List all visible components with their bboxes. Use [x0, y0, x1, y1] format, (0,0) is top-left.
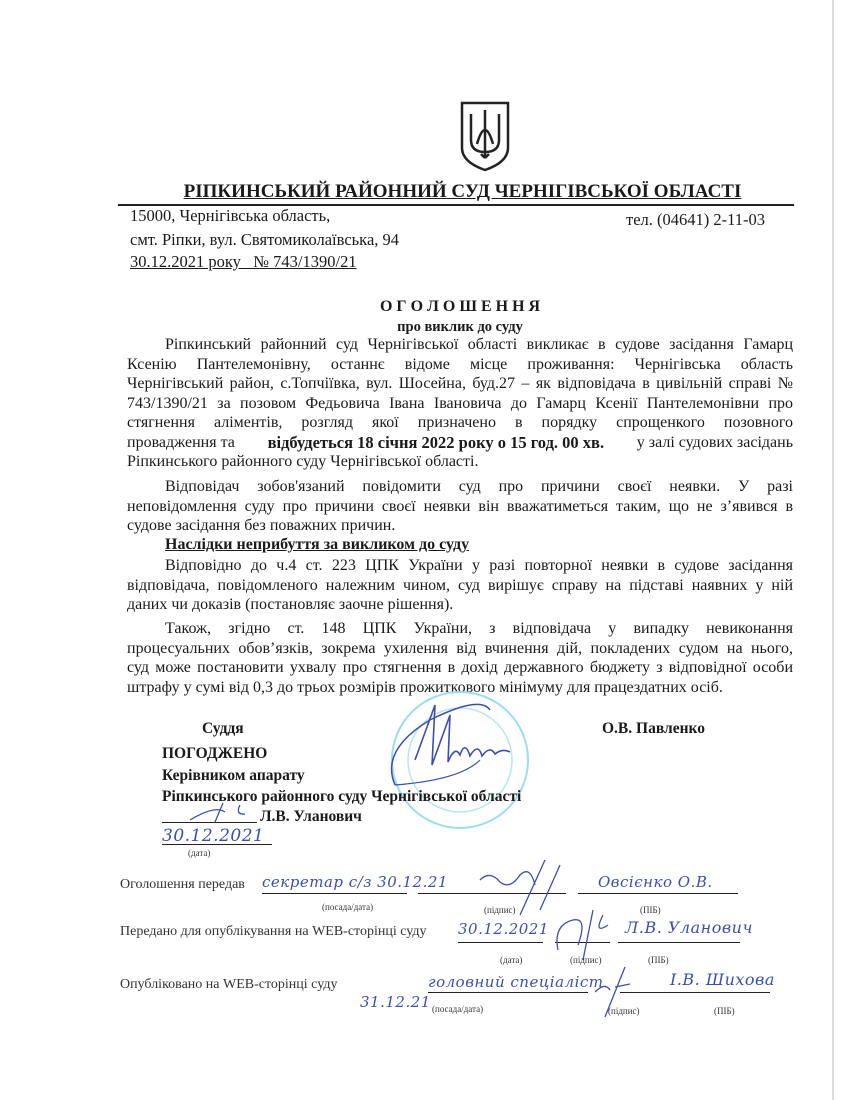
submitted-by-name: Л.В. Уланович [625, 918, 753, 937]
published-label: Опубліковано на WEB-сторінці суду [120, 977, 338, 992]
field-line [458, 942, 543, 943]
date-line [162, 844, 272, 845]
head-approval-date: 30.12.2021 [162, 826, 265, 846]
field-line [620, 992, 770, 993]
date-caption: (дата) [188, 848, 211, 858]
text-line: стягнення аліментів, розгляд якої призначено в порядку спрощенкого позовного [127, 414, 793, 431]
text-line: 743/1390/21 за позовом Федьовича Івана Івановича до Гамарц Ксенії Пантелемонівни про [127, 395, 793, 412]
caption: (підпис) [570, 955, 602, 965]
court-stamp-and-signature [340, 690, 560, 840]
phone: тел. (04641) 2-11-03 [626, 210, 766, 229]
text-line: неповідомлення суду про причини своєї неявки він вважатиметься таким, що не з’явився в [127, 498, 793, 515]
text-line: Ріпкинського районного суду Чернігівської області. [127, 453, 479, 470]
caption: (ПІБ) [648, 955, 669, 965]
head-of-staff-label: Керівником апарату [162, 767, 305, 784]
head-of-staff-name: Л.В. Уланович [260, 808, 362, 825]
text-line: відповідача, повідомленого належним чином, суд вирішує справу на підставі наявних у ній [127, 577, 793, 594]
agreed-label: ПОГОДЖЕНО [162, 745, 268, 762]
scan-edge [832, 0, 834, 1100]
transferred-by-position: секретар с/з 30.12.21 [262, 873, 448, 891]
head-of-staff-org: Ріпкинського районного суду Чернігівської області [162, 788, 522, 805]
address-line-2: смт. Ріпки, вул. Святомиколаївська, 94 [130, 230, 400, 249]
published-position: головний спеціаліст [428, 973, 604, 991]
text-line: Відповідно до ч.4 ст. 223 ЦПК України у разі повторної неявки в судове засідання [165, 557, 793, 574]
field-line [428, 992, 588, 993]
text-line: процесуальних обов’язків, зокрема ухилення від вчинення дій, покладених судом на нього, [127, 640, 793, 657]
document-title: О Г О Л О Ш Е Н Н Я [379, 298, 541, 315]
text-segment: у залі судових засідань [632, 434, 793, 451]
text-segment: провадження та [127, 434, 239, 451]
text-line: Ксенію Пантелемонівну, останнє відоме місце проживання: Чернігівська область [127, 356, 793, 373]
caption: (посада/дата) [432, 1004, 484, 1014]
text-line: Ріпкинський районний суд Чернігівської області викликає в судове засідання Гамарц [165, 336, 793, 353]
judge-name: О.В. Павленко [602, 720, 705, 737]
caption: (ПІБ) [640, 905, 661, 915]
coat-of-arms-icon [459, 100, 511, 172]
field-line [578, 893, 738, 894]
transferred-by-name: Овсієнко О.В. [598, 873, 713, 891]
text-line: штрафу у сумі від 0,3 до трьох розмірів прожиткового мінімуму для працездатних осіб. [127, 679, 723, 696]
consequences-heading: Наслідки неприбуття за викликом до суду [165, 536, 470, 553]
judge-label: Суддя [202, 720, 244, 737]
submitted-date: 30.12.2021 [458, 920, 549, 938]
caption: (дата) [500, 955, 523, 965]
text-line: Чернігівський район, с.Топчіївка, вул. Шосейна, буд.27 – як відповідача в цивільній справі № [127, 375, 793, 392]
hearing-date: відбудеться 18 січня 2022 року о 15 год. 00 хв. [267, 433, 605, 452]
text-line: Відповідач зобов'язаний повідомити суд про причини своєї неявки. У разі [165, 478, 793, 495]
date-and-case-number: 30.12.2021 року № 743/1390/21 [130, 252, 357, 271]
court-name: РІПКИНСЬКИЙ РАЙОННИЙ СУД ЧЕРНІГІВСЬКОЇ ОБЛАСТІ [183, 181, 742, 202]
text-line: суд може постановити ухвалу про стягнення в дохід державного бюджету з відповідної особи [127, 659, 793, 676]
document-subtitle: про виклик до суду [397, 319, 523, 335]
text-line: судове засідання без поважних причин. [127, 517, 396, 534]
transferred-by-label: Оголошення передав [120, 877, 245, 892]
address-line-1: 15000, Чернігівська область, [130, 206, 331, 225]
published-by-name: І.В. Шихова [670, 970, 775, 989]
submitted-for-publication-label: Передано для опублікування на WEB-сторінці суду [120, 924, 427, 939]
caption: (ПІБ) [714, 1006, 735, 1016]
caption: (посада/дата) [322, 902, 374, 912]
head-signature [185, 800, 255, 825]
caption: (підпис) [484, 905, 516, 915]
text-line: даних чи доказів (постановляє заочне рішення). [127, 596, 454, 613]
field-line [262, 893, 407, 894]
caption: (підпис) [608, 1006, 640, 1016]
published-date: 31.12.21 [360, 993, 431, 1011]
field-line [618, 942, 740, 943]
text-line: Також, згідно ст. 148 ЦПК України, з відповідача у випадку невиконання [165, 620, 793, 637]
text-line [127, 433, 793, 453]
